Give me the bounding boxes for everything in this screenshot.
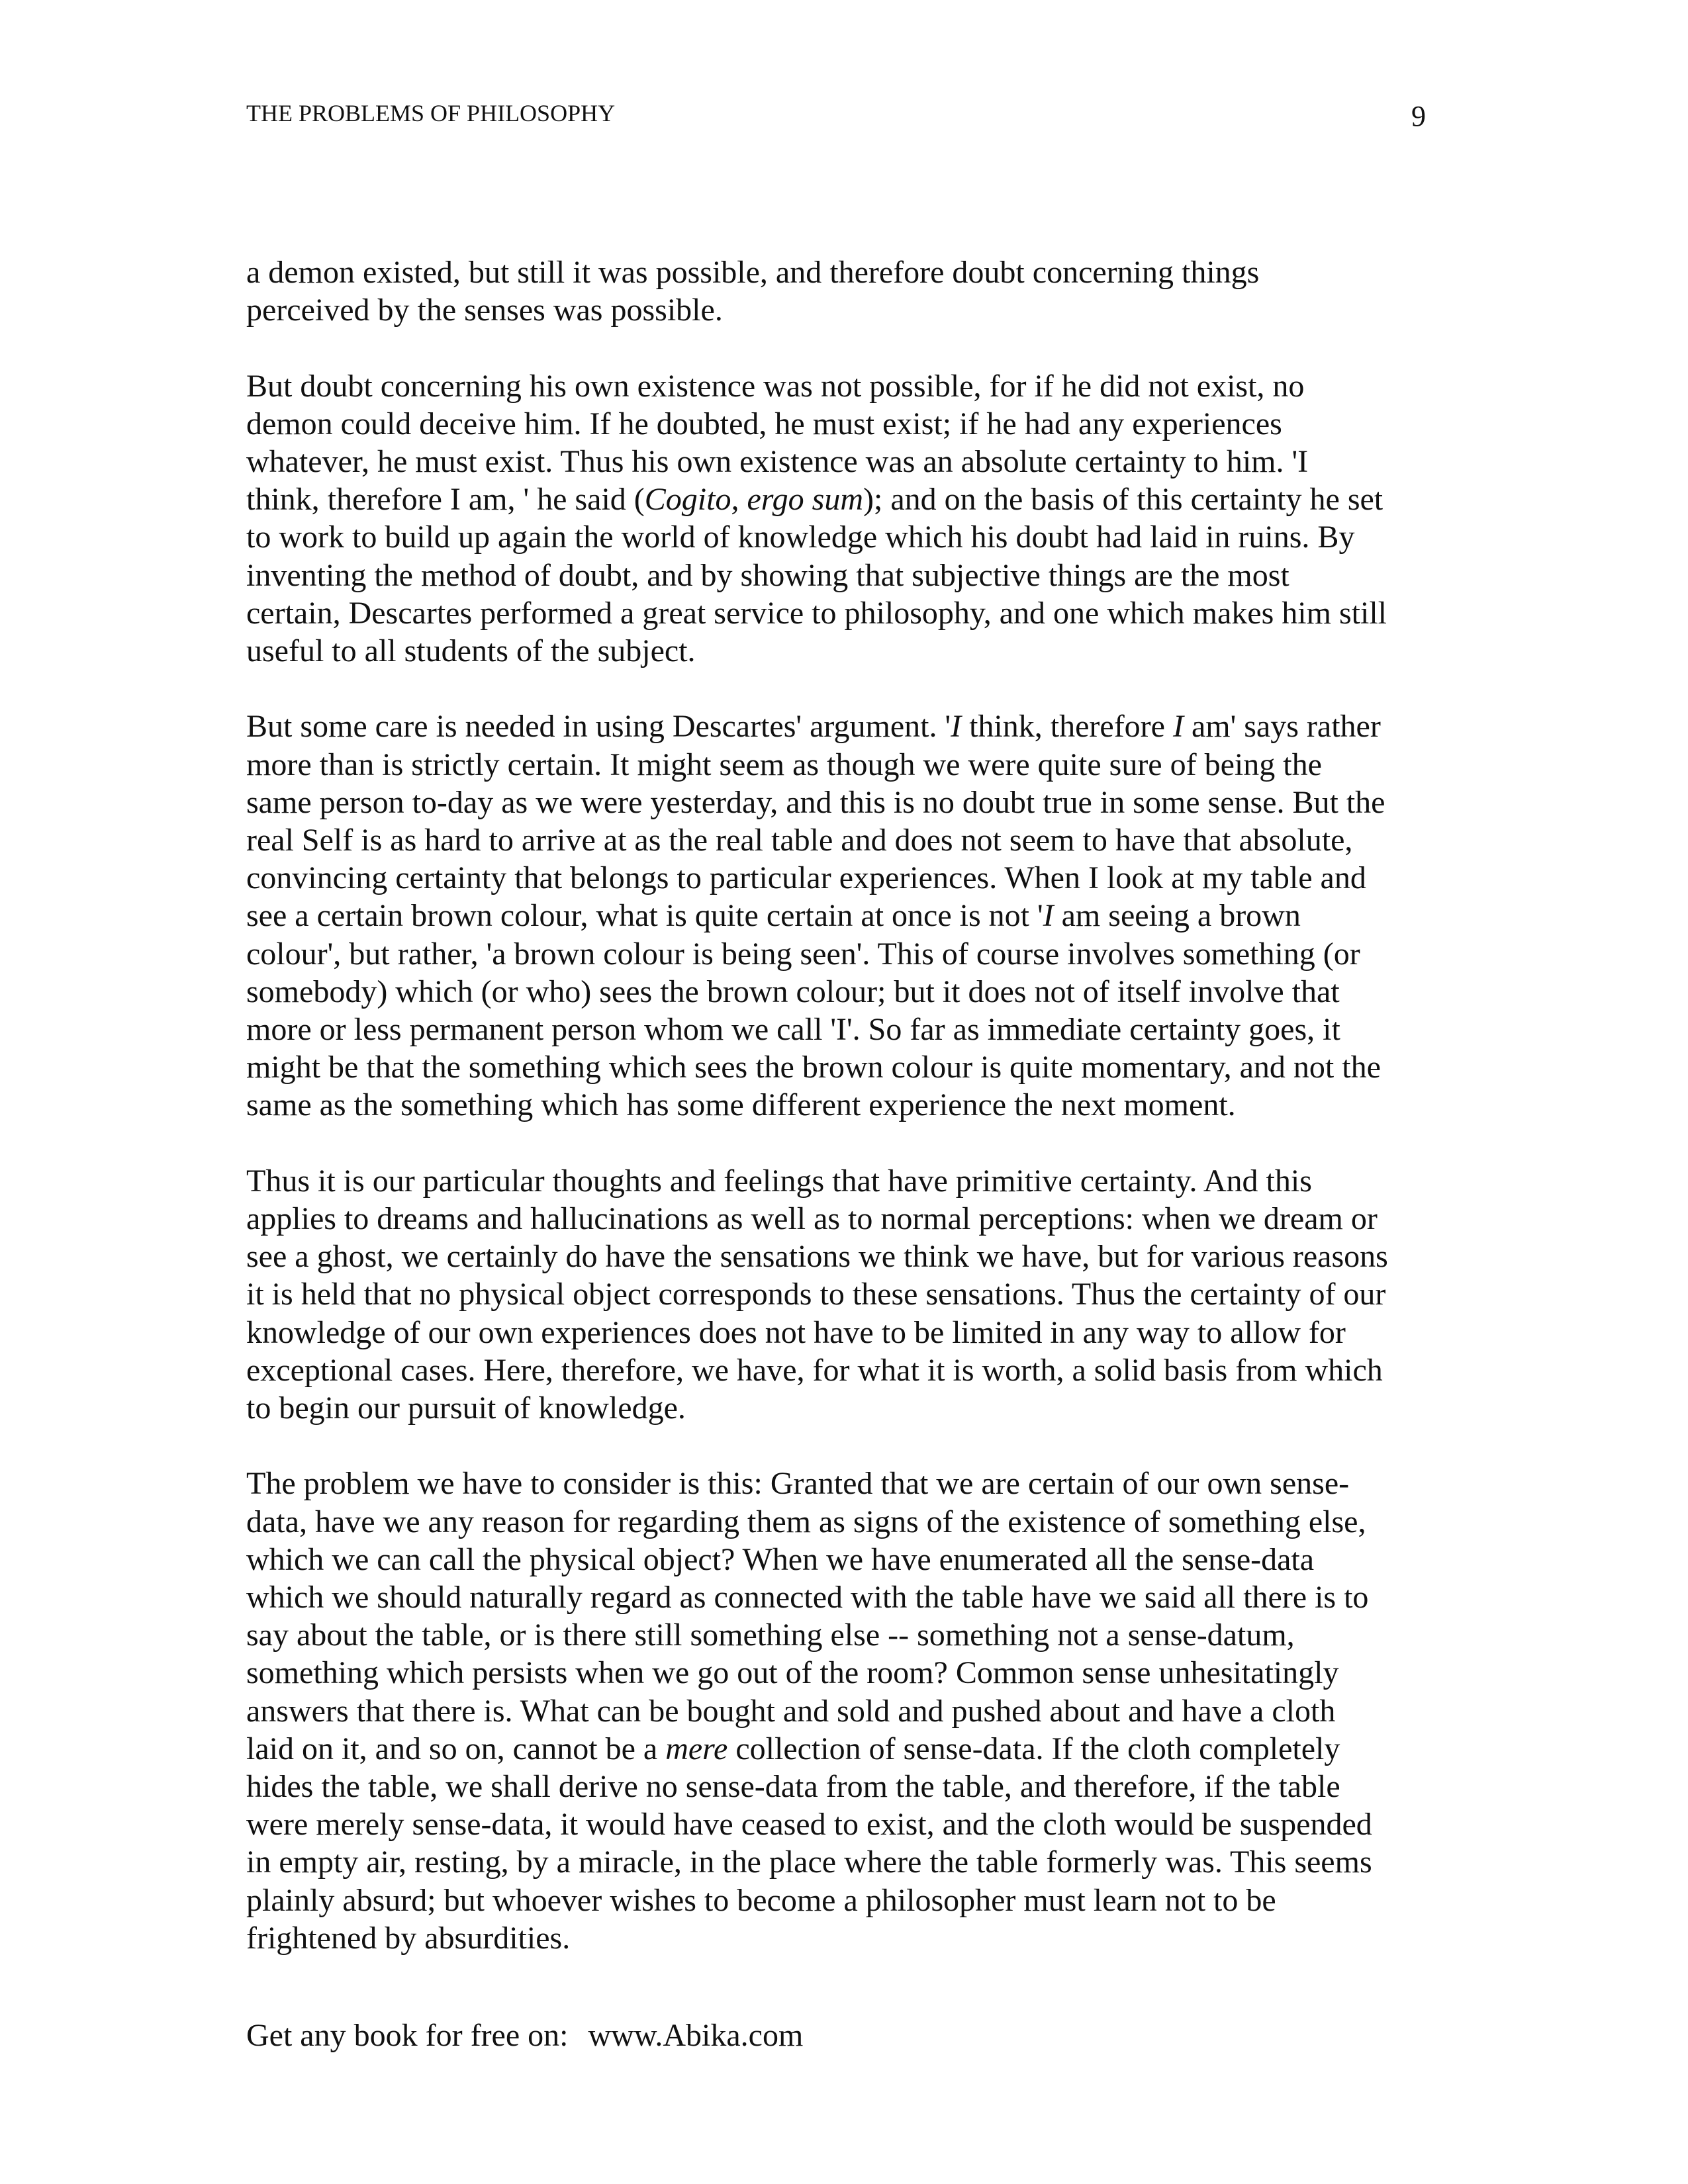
text-line	[246, 480, 1385, 518]
text-line	[246, 1843, 1385, 1881]
text-run: inventing the method of doubt, and by showing that subjective things are the most	[246, 557, 1289, 593]
footer-site-link[interactable]: www.Abika.com	[588, 2018, 804, 2053]
text-run: useful to all students of the subject.	[246, 633, 696, 669]
text-line	[246, 973, 1385, 1011]
paragraph	[246, 707, 1385, 1124]
footer-promo-text: Get any book for free on:	[246, 2018, 569, 2053]
text-run: demon could deceive him. If he doubted, he must exist; if he had any experiences	[246, 406, 1282, 441]
text-line	[246, 367, 1385, 405]
text-run: But some care is needed in using Descartes' argument. '	[246, 709, 951, 745]
text-run: same person to-day as we were yesterday, and this is no doubt true in some sense. But the	[246, 784, 1385, 820]
text-run: were merely sense-data, it would have ceased to exist, and the cloth would be suspended	[246, 1807, 1372, 1843]
italic-text: Cogito, ergo sum	[644, 482, 863, 518]
text-line	[246, 746, 1385, 784]
text-line	[246, 1578, 1385, 1616]
text-line	[246, 1011, 1385, 1048]
text-line	[246, 253, 1385, 291]
text-line	[246, 1654, 1385, 1692]
text-run: plainly absurd; but whoever wishes to become a philosopher must learn not to be	[246, 1882, 1276, 1918]
text-line	[246, 1086, 1385, 1124]
text-line	[246, 1314, 1385, 1351]
italic-text: mere	[665, 1731, 728, 1766]
text-line	[246, 821, 1385, 859]
text-run: collection of sense-data. If the cloth completely	[727, 1731, 1340, 1766]
text-line	[246, 518, 1385, 556]
text-run: something which persists when we go out of the room? Common sense unhesitatingly	[246, 1655, 1339, 1691]
text-run: think, therefore	[961, 709, 1173, 745]
text-line	[246, 594, 1385, 632]
text-line	[246, 557, 1385, 594]
text-line	[246, 1805, 1385, 1843]
text-line	[246, 1882, 1385, 1919]
italic-text: I	[951, 709, 962, 745]
text-run: a demon existed, but still it was possible, and therefore doubt concerning things	[246, 255, 1260, 290]
text-line	[246, 859, 1385, 897]
text-run: which we should naturally regard as connected with the table have we said all there is to	[246, 1580, 1369, 1615]
text-run: whatever, he must exist. Thus his own existence was an absolute certainty to him. 'I	[246, 444, 1309, 479]
text-run: data, have we any reason for regarding them as signs of the existence of something else,	[246, 1504, 1366, 1539]
text-run: see a certain brown colour, what is quite certain at once is not '	[246, 898, 1043, 934]
text-run: hides the table, we shall derive no sense-data from the table, and therefore, if the table	[246, 1769, 1340, 1805]
text-line	[246, 1541, 1385, 1578]
page-number: 9	[1411, 100, 1426, 132]
body-text	[246, 253, 1388, 1995]
text-line	[246, 1275, 1385, 1313]
text-run: might be that the something which sees the brown colour is quite momentary, and not the	[246, 1050, 1381, 1085]
text-line	[246, 935, 1385, 973]
italic-text: I	[1172, 709, 1184, 745]
text-run: answers that there is. What can be bought and sold and pushed about and have a cloth	[246, 1693, 1336, 1729]
text-run: which we can call the physical object? When we have enumerated all the sense-data	[246, 1541, 1315, 1577]
text-line	[246, 1162, 1385, 1200]
paragraph	[246, 1465, 1385, 1957]
text-line	[246, 443, 1385, 480]
text-run: frightened by absurdities.	[246, 1920, 571, 1956]
paragraph	[246, 253, 1385, 329]
text-run: more than is strictly certain. It might seem as though we were quite sure of being the	[246, 747, 1322, 782]
text-run: knowledge of our own experiences does not have to be limited in any way to allow for	[246, 1314, 1346, 1350]
text-run: in empty air, resting, by a miracle, in the place where the table formerly was. This seems	[246, 1844, 1372, 1880]
text-line	[246, 1503, 1385, 1541]
text-line	[246, 1730, 1385, 1768]
text-line	[246, 1919, 1385, 1957]
text-run: convincing certainty that belongs to particular experiences. When I look at my table and	[246, 860, 1366, 896]
text-line	[246, 1351, 1385, 1389]
text-run: somebody) which (or who) sees the brown colour; but it does not of itself involve that	[246, 974, 1340, 1009]
text-run: exceptional cases. Here, therefore, we have, for what it is worth, a solid basis from which	[246, 1352, 1383, 1388]
text-line	[246, 1616, 1385, 1654]
text-line	[246, 632, 1385, 670]
text-run: it is held that no physical object corresponds to these sensations. Thus the certainty of our	[246, 1277, 1386, 1312]
text-run: say about the table, or is there still something else -- something not a sense-datum,	[246, 1617, 1295, 1653]
text-line	[246, 291, 1385, 329]
footer	[246, 2017, 803, 2054]
text-line	[246, 1768, 1385, 1805]
running-title: THE PROBLEMS OF PHILOSOPHY	[246, 100, 616, 126]
text-line	[246, 1692, 1385, 1730]
text-line	[246, 707, 1385, 745]
text-run: colour', but rather, 'a brown colour is being seen'. This of course involves something (or	[246, 936, 1360, 972]
text-run: am' says rather	[1183, 709, 1381, 745]
text-run: see a ghost, we certainly do have the sensations we think we have, but for various reasons	[246, 1239, 1388, 1275]
text-run: to begin our pursuit of knowledge.	[246, 1390, 686, 1426]
italic-text: I	[1043, 898, 1054, 934]
text-run: same as the something which has some different experience the next moment.	[246, 1087, 1236, 1123]
text-run: Thus it is our particular thoughts and feelings that have primitive certainty. And this	[246, 1163, 1312, 1199]
text-line	[246, 1465, 1385, 1502]
text-line	[246, 784, 1385, 821]
text-line	[246, 897, 1385, 934]
text-line	[246, 1389, 1385, 1427]
text-run: to work to build up again the world of knowledge which his doubt had laid in ruins. By	[246, 520, 1355, 555]
text-run: But doubt concerning his own existence was not possible, for if he did not exist, no	[246, 368, 1305, 404]
text-run: applies to dreams and hallucinations as well as to normal perceptions: when we dream or	[246, 1201, 1378, 1237]
text-run: laid on it, and so on, cannot be a	[246, 1731, 666, 1766]
text-line	[246, 405, 1385, 443]
text-run: real Self is as hard to arrive at as the real table and does not seem to have that absolute,	[246, 823, 1353, 858]
text-run: more or less permanent person whom we call 'I'. So far as immediate certainty goes, it	[246, 1012, 1340, 1048]
text-run: am seeing a brown	[1053, 898, 1301, 934]
paragraph	[246, 367, 1385, 670]
text-run: The problem we have to consider is this: Granted that we are certain of our own sense-	[246, 1466, 1350, 1502]
text-run: certain, Descartes performed a great service to philosophy, and one which makes him still	[246, 595, 1387, 631]
text-run: perceived by the senses was possible.	[246, 293, 723, 328]
text-run: think, therefore I am, ' he said (	[246, 482, 645, 518]
text-line	[246, 1048, 1385, 1086]
text-line	[246, 1238, 1388, 1275]
text-line	[246, 1200, 1385, 1238]
paragraph	[246, 1162, 1388, 1427]
text-run: ); and on the basis of this certainty he set	[863, 482, 1383, 518]
